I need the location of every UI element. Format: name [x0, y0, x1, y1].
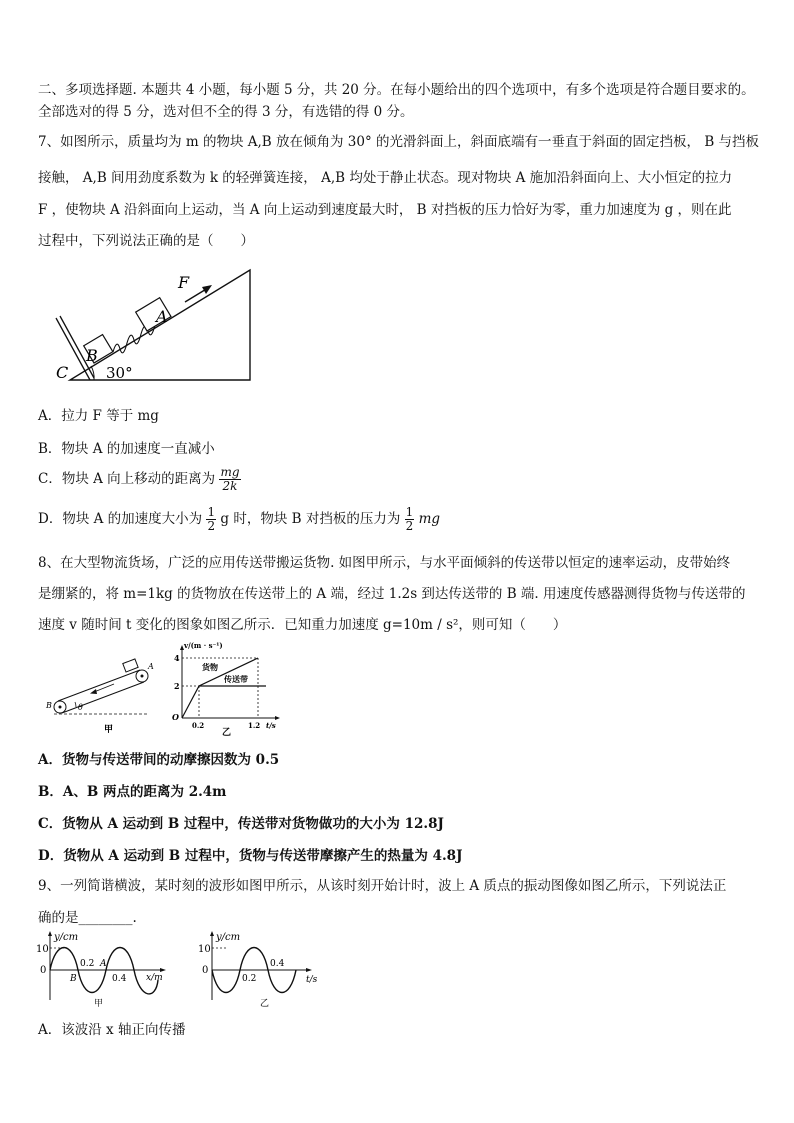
y-axis-label: y/cm [216, 932, 241, 943]
tick-x04: 0.4 [112, 974, 127, 984]
belt-bottom [62, 682, 144, 713]
y-axis-arrow [210, 931, 214, 936]
q7-stem-line1: 7、如图所示，质量均为 m 的物块 A,B 放在倾角为 30° 的光滑斜面上，斜面底端有一垂直于斜面的固定挡板， B 与挡板 [38, 134, 760, 150]
q7-stem-line4: 过程中，下列说法正确的是（ ） [38, 233, 254, 249]
y-axis-label: y/cm [54, 932, 79, 943]
section-heading-line2: 全部选对的得 5 分，选对但不全的得 3 分，有选错的得 0 分。 [38, 104, 414, 120]
tick-t02: 0.2 [192, 721, 205, 730]
q8-velocity-graph [162, 640, 286, 736]
tick-v2: 2 [174, 681, 180, 691]
q7-option-d-fraction2 [405, 506, 415, 533]
v-axis-label: v/(m · s⁻¹) [184, 641, 223, 650]
pulley-b-axle [59, 706, 62, 709]
q8-option-c: C．货物从 A 运动到 B 过程中，传送带对货物做功的大小为 12.8J [38, 816, 444, 832]
q7-option-a: A．拉力 F 等于 mg [38, 408, 159, 424]
q7-incline-figure [50, 262, 260, 386]
q8-option-d: D．货物从 A 运动到 B 过程中，货物与传送带摩擦产生的热量为 4.8J [38, 848, 463, 864]
caption-jia: 甲 [104, 725, 114, 735]
label-b: B [46, 701, 52, 710]
q9-option-a: A．该波沿 x 轴正向传播 [38, 1022, 186, 1038]
wave-curve [50, 948, 158, 994]
tick-t12: 1.2 [248, 721, 261, 730]
tick-y0: 0 [202, 965, 209, 976]
q8-conveyor-figure [44, 652, 156, 736]
caption-yi: 乙 [222, 728, 232, 736]
fraction-denominator: 2k [222, 479, 238, 493]
q8-option-b: B．A、B 两点的距离为 2.4m [38, 784, 227, 800]
tick-t04: 0.4 [270, 959, 285, 969]
cargo-velocity-line [182, 658, 258, 718]
q7-option-b: B．物块 A 的加速度一直减小 [38, 441, 215, 457]
fraction-numerator: mg [220, 465, 240, 479]
pulley-a-axle [141, 675, 144, 678]
q7-option-d-text: D．物块 A 的加速度大小为 [38, 511, 203, 527]
x-axis-arrow [160, 968, 166, 972]
label-a: A [100, 959, 107, 969]
q7-stem-line2: 接触， A,B 间用劲度系数为 k 的轻弹簧连接， A,B 均处于静止状态。现对物块 A 施加沿斜面向上、大小恒定的拉力 [38, 170, 733, 186]
caption-jia: 甲 [94, 999, 104, 1009]
label-belt: 传送带 [224, 674, 248, 684]
t-axis-arrow [306, 968, 312, 972]
t-axis-label: t/s [266, 721, 276, 730]
label-a: A [148, 662, 154, 671]
q8-option-a: A．货物与传送带间的动摩擦因数为 0.5 [38, 752, 280, 768]
caption-yi: 乙 [260, 999, 270, 1009]
tick-v4: 4 [174, 653, 180, 663]
section-heading-line1: 二、多项选择题. 本题共 4 小题，每小题 5 分，共 20 分。在每小题给出的四个选项中，有多个选项是符合题目要求的。 [38, 82, 755, 98]
tick-y10: 10 [36, 944, 49, 955]
label-theta: θ [78, 703, 83, 712]
tick-t02: 0.2 [242, 974, 257, 984]
q9-vibration-figure [196, 928, 336, 1010]
belt-top [58, 670, 140, 701]
q7-option-d [38, 506, 440, 533]
q9-stem-line1: 9、一列简谐横波，某时刻的波形如图甲所示，从该时刻开始计时，波上 A 质点的振动图像如图乙所示，下列说法正 [38, 878, 727, 894]
label-a: A [156, 307, 168, 326]
q7-option-d-end: mg [418, 511, 441, 527]
motion-arrow [94, 684, 114, 692]
theta-arc [75, 702, 76, 707]
label-angle: 30° [106, 364, 133, 382]
force-arrowhead [202, 285, 212, 294]
q8-stem-line1: 8、在大型物流货场，广泛的应用传送带搬运货物. 如图甲所示，与水平面倾斜的传送带以恒定的速率运动，皮带始终 [38, 555, 731, 571]
q9-waveform-figure [34, 928, 174, 1010]
label-c: C [56, 363, 69, 382]
q8-stem-line3: 速度 v 随时间 t 变化的图象如图乙所示．已知重力加速度 g=10m / s²，则可知（ ） [38, 617, 567, 633]
fraction-denominator: 2 [207, 519, 216, 533]
label-b: B [70, 974, 77, 984]
motion-arrowhead [90, 689, 97, 694]
q7-option-c [38, 466, 241, 493]
tick-x02: 0.2 [80, 959, 95, 969]
q7-option-d-fraction1 [206, 506, 216, 533]
x-axis-label: x/m [146, 973, 163, 983]
q8-stem-line2: 是绷紧的，将 m=1kg 的货物放在传送带上的 A 端，经过 1.2s 到达传送带的 B 端. 用速度传感器测得货物与传送带的 [38, 586, 746, 602]
y-axis-arrow [48, 931, 52, 936]
t-axis-label: t/s [306, 975, 318, 985]
fraction-denominator: 2 [405, 519, 414, 533]
q7-option-c-fraction [219, 466, 240, 493]
fraction-numerator: 1 [207, 505, 216, 519]
tick-y10: 10 [198, 944, 211, 955]
t-axis-arrow [275, 716, 280, 720]
label-f: F [178, 273, 190, 292]
fraction-numerator: 1 [405, 505, 414, 519]
label-cargo: 货物 [202, 662, 218, 672]
origin-label: O [172, 712, 179, 722]
q7-option-c-text: C．物块 A 向上移动的距离为 [38, 471, 216, 487]
tick-y0: 0 [40, 965, 47, 976]
q7-option-d-middle: g 时，物块 B 对挡板的压力为 [220, 511, 401, 527]
q9-stem-line2: 确的是________. [38, 910, 137, 926]
label-b: B [86, 346, 98, 365]
cargo-box [123, 659, 138, 672]
q7-stem-line3: F ，使物块 A 沿斜面向上运动，当 A 向上运动到速度最大时， B 对挡板的压力恰好为零，重力加速度为 g ，则在此 [38, 202, 732, 218]
